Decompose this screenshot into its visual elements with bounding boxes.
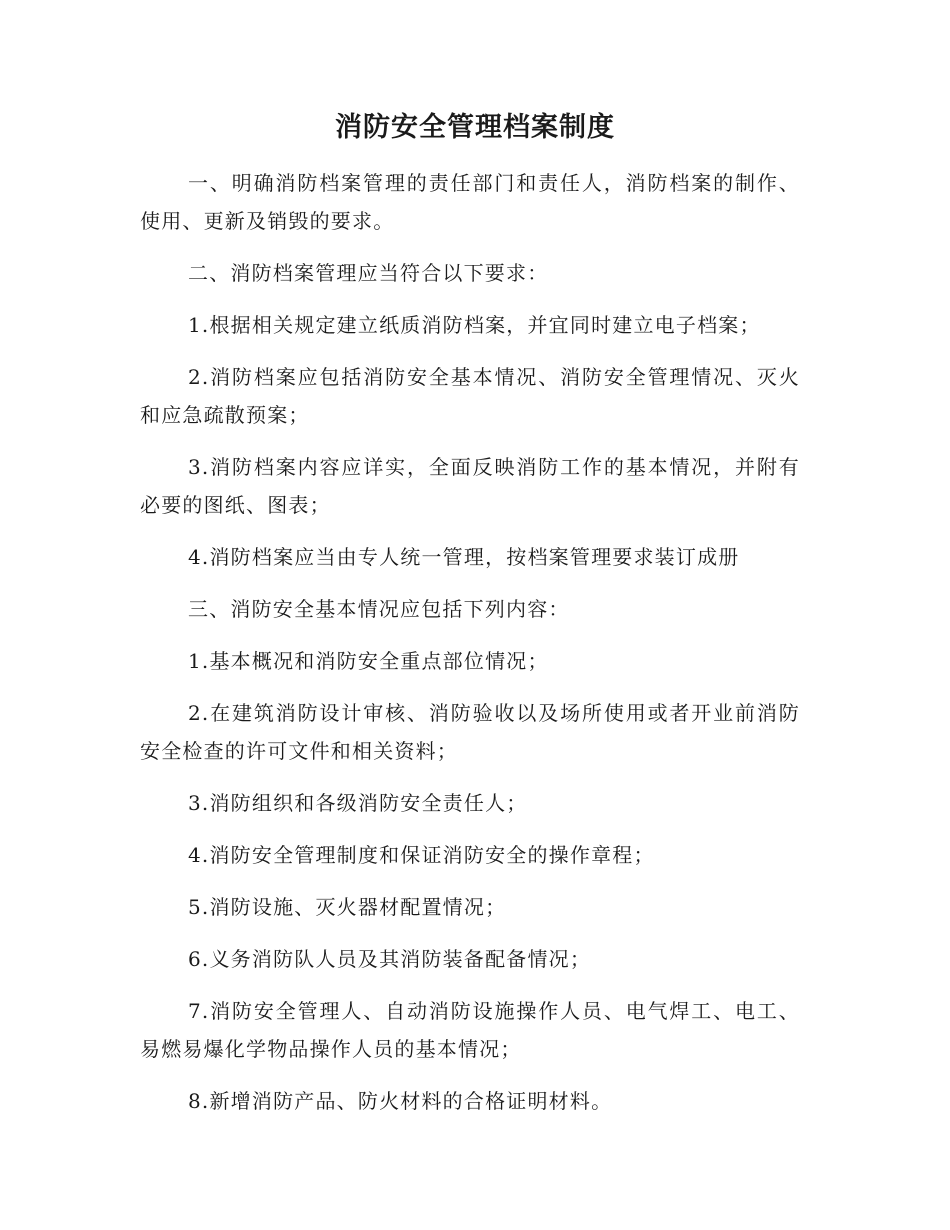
paragraph-3: 1.根据相关规定建立纸质消防档案，并宜同时建立电子档案； (188, 313, 761, 337)
paragraph-1: 一、明确消防档案管理的责任部门和责任人，消防档案的制作、使用、更新及销毁的要求。 (140, 171, 800, 233)
document-title: 消防安全管理档案制度 (335, 112, 615, 143)
paragraph-9: 2.在建筑消防设计审核、消防验收以及场所使用或者开业前消防安全检查的许可文件和相关资料； (140, 701, 800, 763)
paragraph-15: 8.新增消防产品、防火材料的合格证明材料。 (188, 1089, 613, 1113)
document-body (140, 164, 800, 1134)
paragraph-4: 2.消防档案应包括消防安全基本情况、消防安全管理情况、灭火和应急疏散预案； (140, 365, 800, 427)
paragraph-10: 3.消防组织和各级消防安全责任人； (188, 791, 528, 815)
paragraph-5: 3.消防档案内容应详实，全面反映消防工作的基本情况，并附有必要的图纸、图表； (140, 455, 800, 517)
paragraph-7: 三、消防安全基本情况应包括下列内容： (188, 597, 570, 621)
paragraph-8: 1.基本概况和消防安全重点部位情况； (188, 649, 549, 673)
paragraph-13: 6.义务消防队人员及其消防装备配备情况； (188, 947, 592, 971)
paragraph-6: 4.消防档案应当由专人统一管理，按档案管理要求装订成册 (188, 545, 740, 569)
paragraph-11: 4.消防安全管理制度和保证消防安全的操作章程； (188, 843, 655, 867)
paragraph-2: 二、消防档案管理应当符合以下要求： (188, 261, 549, 285)
paragraph-12: 5.消防设施、灭火器材配置情况； (188, 895, 507, 919)
paragraph-14: 7.消防安全管理人、自动消防设施操作人员、电气焊工、电工、易燃易爆化学物品操作人员的基本情况； (140, 999, 800, 1061)
